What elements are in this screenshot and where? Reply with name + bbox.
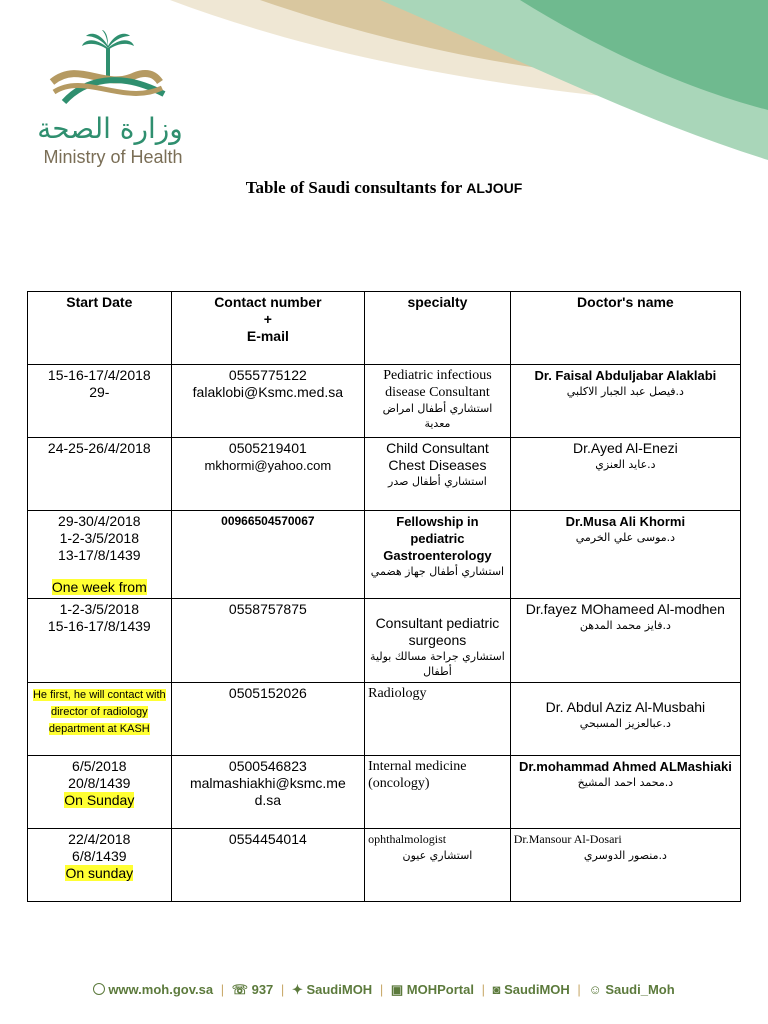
title-main: Table of Saudi consultants for (245, 178, 467, 197)
start-date-cell: 24-25-26/4/2018 (28, 438, 172, 511)
date-note-highlight: He first, he will contact with director of radiology department at KASH (32, 689, 166, 735)
start-date-cell: 15-16-17/4/2018 29- (28, 365, 172, 438)
table-row (28, 438, 741, 511)
snapchat-icon: ☺ (588, 982, 602, 997)
header-doctor-name: Doctor's name (510, 292, 740, 365)
start-date-cell (28, 756, 172, 829)
doctor-name-arabic: د.عايد العنزي (595, 458, 656, 471)
header-specialty: specialty (365, 292, 511, 365)
doctor-name-arabic: د.محمد احمد المشيخ (577, 776, 674, 789)
ministry-logo (24, 30, 194, 170)
contact-cell: 0505152026 (171, 683, 365, 756)
doctor-name-english: Dr.Ayed Al-Enezi (572, 440, 678, 456)
specialty-arabic: استشاري أطفال جهاز هضمي (370, 565, 505, 578)
globe-icon (93, 983, 105, 995)
specialty-arabic: استشاري عيون (402, 849, 473, 862)
doctor-name-english: Dr.fayez MOhameed Al-modhen (525, 601, 725, 617)
doctor-cell (510, 511, 740, 599)
contact-cell: 00966504570067 (171, 511, 365, 599)
specialty-cell (365, 438, 511, 511)
specialty-english: Child Consultant Chest Diseases (386, 440, 489, 473)
table-header-row (28, 292, 741, 365)
consultants-table (27, 291, 741, 902)
doctor-name-arabic: د.عبالعزيز المسبحي (579, 717, 671, 730)
specialty-english: ophthalmologist (368, 832, 447, 846)
date-note-highlight: One week from (51, 579, 147, 595)
start-date-text: 6/5/2018 20/8/1439 (68, 758, 131, 791)
divider: | (481, 982, 485, 997)
contact-cell: 0555775122 falaklobi@Ksmc.med.sa (171, 365, 365, 438)
doctor-cell (510, 829, 740, 902)
contact-email: mkhormi@yahoo.com (204, 458, 332, 473)
divider: | (379, 982, 384, 997)
divider: | (220, 982, 225, 997)
date-note-highlight: On sunday (65, 865, 134, 881)
divider: | (577, 982, 581, 997)
start-date-cell (28, 829, 172, 902)
instagram-icon: ◙ (492, 982, 501, 997)
specialty-cell (365, 511, 511, 599)
logo-english-text: Ministry of Health (43, 147, 183, 167)
start-date-cell: 1-2-3/5/2018 15-16-17/8/1439 (28, 599, 172, 683)
doctor-cell (510, 438, 740, 511)
header-contact: Contact number + E-mail (171, 292, 365, 365)
phone-icon: ☏ (231, 982, 248, 997)
start-date-cell (28, 511, 172, 599)
doctor-cell (510, 683, 740, 756)
specialty-arabic: استشاري أطفال صدر (388, 475, 487, 488)
twitter-icon: ✦ (291, 982, 303, 997)
specialty-cell (365, 683, 511, 756)
contact-cell: 0500546823 malmashiakhi@ksmc.me d.sa (171, 756, 365, 829)
logo-arabic-text: وزارة الصحة (37, 112, 183, 145)
date-note-highlight: On Sunday (64, 792, 135, 808)
table-row (28, 599, 741, 683)
start-date-text: 29-30/4/2018 1-2-3/5/2018 13-17/8/1439 (58, 513, 141, 563)
doctor-cell (510, 365, 740, 438)
specialty-cell (365, 365, 511, 438)
doctor-name-arabic: د.موسى علي الخرمي (575, 531, 676, 544)
palm-swords-emblem-icon (24, 30, 194, 110)
footer-portal[interactable]: MOHPortal (406, 982, 474, 997)
specialty-english: Internal medicine (oncology) (368, 759, 467, 791)
page-title (0, 178, 768, 198)
header-start-date: Start Date (28, 292, 172, 365)
doctor-name-english: Dr.mohammad Ahmed ALMashiaki (518, 759, 732, 774)
doctor-cell (510, 599, 740, 683)
footer-snapchat[interactable]: Saudi_Moh (605, 982, 675, 997)
doctor-name-arabic: د.فيصل عبد الجبار الاكلبي (566, 385, 684, 398)
doctor-cell (510, 756, 740, 829)
start-date-cell (28, 683, 172, 756)
title-region: ALJOUF (466, 180, 523, 196)
table-row (28, 683, 741, 756)
specialty-arabic: استشاري أطفال امراض معدية (382, 402, 493, 430)
start-date-text: 22/4/2018 6/8/1439 (68, 831, 131, 864)
contact-phone: 0505219401 (228, 440, 307, 456)
specialty-cell (365, 599, 511, 683)
footer-contacts (0, 982, 768, 998)
doctor-name-english: Dr. Faisal Abduljabar Alaklabi (534, 368, 717, 383)
specialty-english: Fellowship in pediatric Gastroenterology (383, 514, 492, 563)
footer-phone[interactable]: 937 (251, 982, 274, 997)
footer-twitter[interactable]: SaudiMOH (306, 982, 373, 997)
specialty-arabic: استشاري جراحة مسالك بولية أطفال (370, 650, 505, 678)
specialty-english: Consultant pediatric surgeons (375, 615, 500, 648)
table-row (28, 829, 741, 902)
doctor-name-arabic: د.فايز محمد المدهن (579, 619, 671, 632)
divider: | (280, 982, 285, 997)
footer-website[interactable]: www.moh.gov.sa (108, 982, 214, 997)
doctor-name-english: Dr.Musa Ali Khormi (565, 514, 686, 529)
contact-cell: 0558757875 (171, 599, 365, 683)
specialty-cell (365, 756, 511, 829)
table-row (28, 756, 741, 829)
specialty-cell (365, 829, 511, 902)
footer-instagram[interactable]: SaudiMOH (504, 982, 570, 997)
contact-cell: 0554454014 (171, 829, 365, 902)
table-row (28, 365, 741, 438)
specialty-english: Radiology (368, 686, 427, 701)
doctor-name-english: Dr.Mansour Al-Dosari (513, 832, 622, 846)
doctor-name-english: Dr. Abdul Aziz Al-Musbahi (545, 699, 706, 715)
contact-cell (171, 438, 365, 511)
doctor-name-arabic: د.منصور الدوسري (583, 849, 667, 862)
table-row (28, 511, 741, 599)
portal-icon: ▣ (390, 982, 404, 997)
specialty-english: Pediatric infectious disease Consultant (383, 368, 492, 400)
